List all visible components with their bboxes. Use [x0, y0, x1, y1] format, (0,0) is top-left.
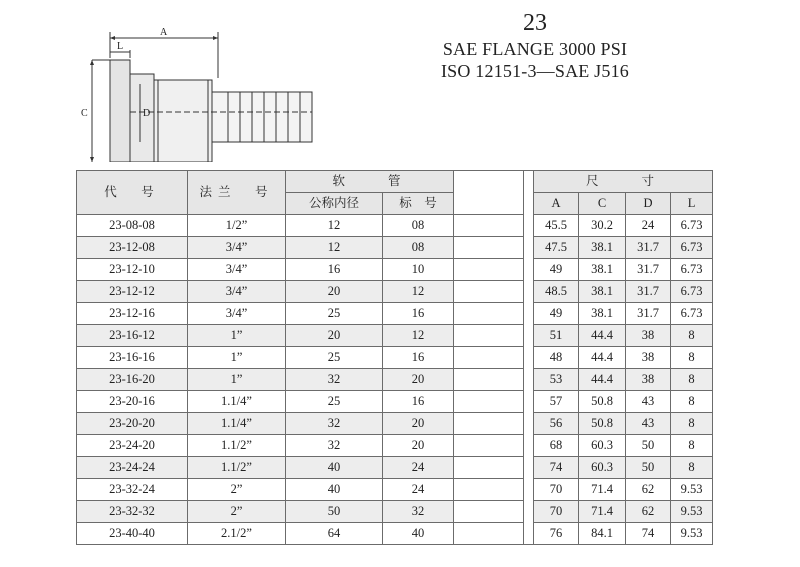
flange-body — [110, 60, 130, 162]
standard-line-2: ISO 12151-3—SAE J516 — [440, 61, 629, 81]
cell-d: 50 — [626, 435, 671, 457]
cell-d: 38 — [626, 369, 671, 391]
table-row — [77, 215, 713, 237]
cell-flange: 1.1/4” — [188, 391, 286, 413]
cell-blank — [454, 435, 524, 457]
table-row — [77, 369, 713, 391]
cell-gap — [524, 325, 534, 347]
cell-hose-mark: 16 — [383, 391, 454, 413]
cell-l: 6.73 — [671, 259, 713, 281]
header-size: 尺 寸 — [534, 171, 713, 193]
cell-gap — [524, 259, 534, 281]
cell-code: 23-12-10 — [77, 259, 188, 281]
cell-code: 23-32-32 — [77, 501, 188, 523]
cell-flange: 1” — [188, 369, 286, 391]
cell-hose-mark: 12 — [383, 325, 454, 347]
cell-hose-id: 40 — [286, 457, 383, 479]
cell-blank — [454, 413, 524, 435]
cell-d: 43 — [626, 413, 671, 435]
spec-table — [76, 170, 713, 545]
cell-hose-mark: 20 — [383, 435, 454, 457]
cell-a: 47.5 — [534, 237, 579, 259]
cell-hose-id: 50 — [286, 501, 383, 523]
cell-gap — [524, 435, 534, 457]
cell-gap — [524, 391, 534, 413]
cell-hose-mark: 16 — [383, 347, 454, 369]
cell-c: 38.1 — [579, 237, 626, 259]
cell-a: 56 — [534, 413, 579, 435]
header-a: A — [534, 193, 579, 215]
cell-blank — [454, 347, 524, 369]
cell-a: 70 — [534, 501, 579, 523]
header-hose-id: 公称内径 — [286, 193, 383, 215]
cell-c: 60.3 — [579, 435, 626, 457]
cell-blank — [454, 479, 524, 501]
cell-hose-id: 12 — [286, 215, 383, 237]
cell-blank — [454, 325, 524, 347]
cell-hose-id: 40 — [286, 479, 383, 501]
table-row — [77, 391, 713, 413]
cell-hose-mark: 08 — [383, 237, 454, 259]
table-row — [77, 259, 713, 281]
cell-blank — [454, 523, 524, 545]
cell-blank — [454, 303, 524, 325]
cell-c: 50.8 — [579, 413, 626, 435]
cell-d: 43 — [626, 391, 671, 413]
cell-hose-id: 32 — [286, 413, 383, 435]
cell-code: 23-20-16 — [77, 391, 188, 413]
cell-blank — [454, 281, 524, 303]
table-row — [77, 303, 713, 325]
cell-l: 9.53 — [671, 479, 713, 501]
label-d: D — [143, 108, 151, 119]
table-row — [77, 457, 713, 479]
cell-gap — [524, 215, 534, 237]
cell-c: 50.8 — [579, 391, 626, 413]
cell-hose-id: 32 — [286, 369, 383, 391]
cell-blank — [454, 391, 524, 413]
cell-c: 84.1 — [579, 523, 626, 545]
cell-flange: 3/4” — [188, 281, 286, 303]
cell-a: 49 — [534, 303, 579, 325]
cell-gap — [524, 479, 534, 501]
cell-a: 70 — [534, 479, 579, 501]
cell-flange: 3/4” — [188, 259, 286, 281]
cell-d: 31.7 — [626, 237, 671, 259]
header-blank — [454, 171, 524, 215]
table-row — [77, 325, 713, 347]
cell-blank — [454, 501, 524, 523]
cell-flange: 3/4” — [188, 303, 286, 325]
cell-gap — [524, 457, 534, 479]
table-row — [77, 347, 713, 369]
table-row — [77, 501, 713, 523]
cell-a: 53 — [534, 369, 579, 391]
cell-l: 8 — [671, 413, 713, 435]
cell-code: 23-20-20 — [77, 413, 188, 435]
cell-c: 30.2 — [579, 215, 626, 237]
cell-d: 38 — [626, 347, 671, 369]
cell-flange: 2.1/2” — [188, 523, 286, 545]
product-number: 23 — [523, 10, 547, 36]
cell-hose-mark: 24 — [383, 457, 454, 479]
hose-tail — [212, 92, 312, 142]
cell-hose-id: 20 — [286, 325, 383, 347]
cell-a: 68 — [534, 435, 579, 457]
cell-c: 44.4 — [579, 325, 626, 347]
cell-code: 23-24-20 — [77, 435, 188, 457]
cell-hose-mark: 40 — [383, 523, 454, 545]
cell-blank — [454, 237, 524, 259]
cell-code: 23-08-08 — [77, 215, 188, 237]
cell-hose-id: 16 — [286, 259, 383, 281]
cell-flange: 2” — [188, 501, 286, 523]
cell-flange: 2” — [188, 479, 286, 501]
cell-a: 48.5 — [534, 281, 579, 303]
cell-code: 23-40-40 — [77, 523, 188, 545]
cell-l: 6.73 — [671, 303, 713, 325]
cell-a: 74 — [534, 457, 579, 479]
cell-gap — [524, 281, 534, 303]
cell-c: 38.1 — [579, 259, 626, 281]
cell-hose-mark: 16 — [383, 303, 454, 325]
cell-a: 76 — [534, 523, 579, 545]
cell-d: 50 — [626, 457, 671, 479]
cell-blank — [454, 457, 524, 479]
hex-collar — [154, 80, 212, 162]
header-row-1 — [77, 171, 713, 193]
cell-blank — [454, 369, 524, 391]
cell-hose-mark: 20 — [383, 369, 454, 391]
cell-d: 31.7 — [626, 303, 671, 325]
cell-gap — [524, 501, 534, 523]
cell-l: 9.53 — [671, 501, 713, 523]
cell-l: 6.73 — [671, 237, 713, 259]
cell-hose-mark: 10 — [383, 259, 454, 281]
cell-hose-mark: 24 — [383, 479, 454, 501]
fitting-drawing — [78, 22, 338, 162]
cell-hose-id: 25 — [286, 347, 383, 369]
header-hose: 软 管 — [286, 171, 454, 193]
cell-code: 23-16-12 — [77, 325, 188, 347]
cell-a: 48 — [534, 347, 579, 369]
cell-d: 62 — [626, 501, 671, 523]
standard-line-1: SAE FLANGE 3000 PSI — [442, 39, 628, 59]
flange-neck — [130, 74, 154, 162]
cell-hose-id: 25 — [286, 391, 383, 413]
cell-c: 38.1 — [579, 281, 626, 303]
cell-gap — [524, 347, 534, 369]
cell-hose-mark: 20 — [383, 413, 454, 435]
cell-l: 8 — [671, 325, 713, 347]
cell-c: 71.4 — [579, 479, 626, 501]
cell-code: 23-24-24 — [77, 457, 188, 479]
header-flange: 法兰 号 — [188, 171, 286, 215]
cell-d: 31.7 — [626, 259, 671, 281]
cell-code: 23-12-08 — [77, 237, 188, 259]
cell-flange: 1.1/2” — [188, 435, 286, 457]
cell-hose-id: 25 — [286, 303, 383, 325]
header-c: C — [579, 193, 626, 215]
cell-a: 51 — [534, 325, 579, 347]
cell-d: 38 — [626, 325, 671, 347]
cell-blank — [454, 215, 524, 237]
cell-flange: 1” — [188, 325, 286, 347]
label-a: A — [160, 27, 168, 38]
cell-code: 23-16-20 — [77, 369, 188, 391]
cell-l: 6.73 — [671, 215, 713, 237]
cell-flange: 1” — [188, 347, 286, 369]
cell-l: 8 — [671, 457, 713, 479]
cell-code: 23-32-24 — [77, 479, 188, 501]
cell-c: 44.4 — [579, 369, 626, 391]
cell-gap — [524, 303, 534, 325]
cell-hose-id: 32 — [286, 435, 383, 457]
cell-l: 8 — [671, 391, 713, 413]
cell-d: 24 — [626, 215, 671, 237]
product-heading — [400, 8, 670, 82]
cell-l: 9.53 — [671, 523, 713, 545]
cell-code: 23-12-12 — [77, 281, 188, 303]
header-hose-mark: 标 号 — [383, 193, 454, 215]
label-l: L — [117, 41, 124, 52]
cell-c: 38.1 — [579, 303, 626, 325]
label-c: C — [81, 108, 88, 119]
header-l: L — [671, 193, 713, 215]
table-row — [77, 237, 713, 259]
cell-d: 62 — [626, 479, 671, 501]
header-d: D — [626, 193, 671, 215]
cell-c: 60.3 — [579, 457, 626, 479]
cell-hose-mark: 32 — [383, 501, 454, 523]
cell-a: 49 — [534, 259, 579, 281]
cell-l: 8 — [671, 369, 713, 391]
cell-d: 31.7 — [626, 281, 671, 303]
cell-d: 74 — [626, 523, 671, 545]
cell-c: 71.4 — [579, 501, 626, 523]
table-row — [77, 435, 713, 457]
cell-hose-id: 64 — [286, 523, 383, 545]
table-row — [77, 281, 713, 303]
cell-hose-id: 20 — [286, 281, 383, 303]
cell-flange: 3/4” — [188, 237, 286, 259]
cell-gap — [524, 413, 534, 435]
table-row — [77, 523, 713, 545]
cell-a: 57 — [534, 391, 579, 413]
cell-a: 45.5 — [534, 215, 579, 237]
cell-blank — [454, 259, 524, 281]
cell-flange: 1.1/2” — [188, 457, 286, 479]
cell-flange: 1.1/4” — [188, 413, 286, 435]
cell-code: 23-12-16 — [77, 303, 188, 325]
cell-hose-id: 12 — [286, 237, 383, 259]
header-code: 代 号 — [77, 171, 188, 215]
cell-hose-mark: 08 — [383, 215, 454, 237]
cell-gap — [524, 523, 534, 545]
cell-gap — [524, 237, 534, 259]
cell-l: 6.73 — [671, 281, 713, 303]
header-gap — [524, 171, 534, 215]
table-row — [77, 413, 713, 435]
cell-code: 23-16-16 — [77, 347, 188, 369]
table-row — [77, 479, 713, 501]
cell-hose-mark: 12 — [383, 281, 454, 303]
cell-flange: 1/2” — [188, 215, 286, 237]
cell-l: 8 — [671, 347, 713, 369]
cell-c: 44.4 — [579, 347, 626, 369]
cell-l: 8 — [671, 435, 713, 457]
cell-gap — [524, 369, 534, 391]
